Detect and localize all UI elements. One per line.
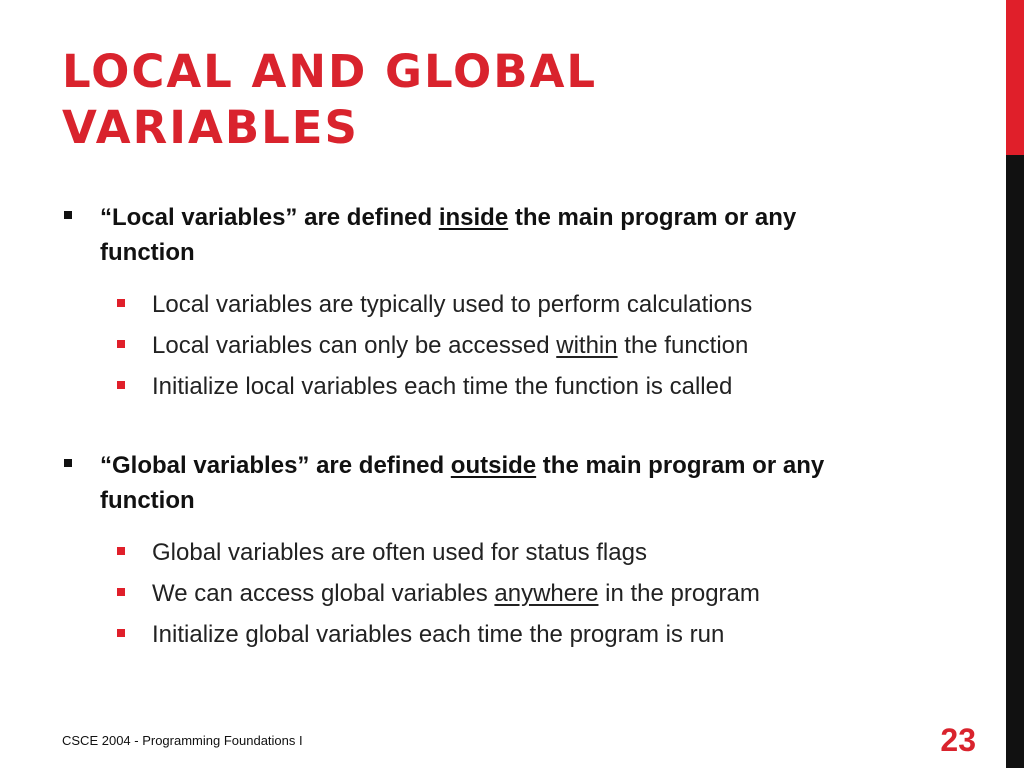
subitem-text: Global variables are often used for status flags xyxy=(152,539,647,566)
slide-footer: CSCE 2004 - Programming Foundations I xyxy=(62,733,303,748)
square-bullet-icon xyxy=(64,459,72,467)
subitem-text: in the program xyxy=(598,580,760,607)
subitem-local-3 xyxy=(152,366,892,407)
square-bullet-icon xyxy=(117,299,125,307)
sublist-global xyxy=(62,532,892,655)
bullet-text: the main program or any function xyxy=(100,204,797,266)
subitem-text: Local variables are typically used to perform calculations xyxy=(152,291,753,318)
subitem-global-1 xyxy=(152,532,892,573)
bullet-local-variables xyxy=(62,200,892,270)
subitem-emphasis: anywhere xyxy=(494,580,599,607)
bullet-text: the main program or any function xyxy=(100,452,825,514)
square-bullet-icon xyxy=(117,381,125,389)
subitem-global-3 xyxy=(152,614,892,655)
subitem-local-1 xyxy=(152,284,892,325)
subitem-emphasis: within xyxy=(556,332,618,359)
slide-title xyxy=(62,44,962,156)
square-bullet-icon xyxy=(64,211,72,219)
subitem-text: We can access global variables xyxy=(152,580,495,607)
bullet-text: “Local variables” are defined xyxy=(100,204,439,231)
bullet-emphasis: inside xyxy=(438,204,509,231)
bullet-emphasis: outside xyxy=(450,452,537,479)
subitem-text: Initialize global variables each time the program is run xyxy=(152,621,725,648)
accent-bar-red xyxy=(1006,0,1024,155)
subitem-text: the function xyxy=(617,332,749,359)
accent-bar-black xyxy=(1006,155,1024,768)
subitem-local-2 xyxy=(152,325,892,366)
bullet-global-variables xyxy=(62,448,892,518)
sublist-local xyxy=(62,284,892,407)
page-number: 23 xyxy=(940,722,976,758)
square-bullet-icon xyxy=(117,547,125,555)
square-bullet-icon xyxy=(117,629,125,637)
spacer xyxy=(62,407,892,448)
slide-body xyxy=(62,200,892,655)
square-bullet-icon xyxy=(117,588,125,596)
slide-title-line-2: VARIABLES xyxy=(62,101,359,154)
slide-title-line-1: LOCAL AND GLOBAL xyxy=(62,45,598,98)
square-bullet-icon xyxy=(117,340,125,348)
bullet-text: “Global variables” are defined xyxy=(100,452,451,479)
subitem-text: Local variables can only be accessed xyxy=(152,332,557,359)
subitem-text: Initialize local variables each time the function is called xyxy=(152,373,733,400)
subitem-global-2 xyxy=(152,573,892,614)
